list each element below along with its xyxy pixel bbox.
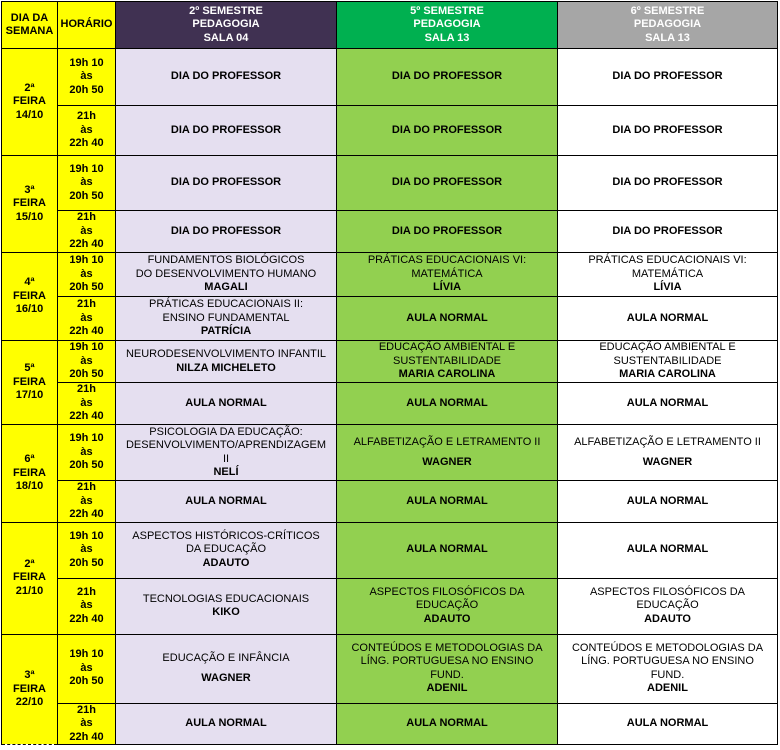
time-cell [58,341,116,383]
table-row [2,341,778,383]
course-label: PEDAGOGIA [633,18,702,31]
class-title: EDUCAÇÃO AMBIENTAL E [378,341,516,354]
spacer [560,449,775,456]
class-cell [337,297,558,341]
class-cell [558,156,778,211]
time-cell [58,703,116,745]
class-cell [337,106,558,156]
table-row [2,522,778,578]
spacer [339,449,555,456]
class-title: AULA NORMAL [185,717,267,729]
teacher-name: NILZA MICHELETO [176,361,276,374]
day-ordinal: 3ª [24,183,35,196]
spacer [118,665,334,672]
time-end: 20h 50 [69,556,104,569]
day-ordinal: 6ª [24,453,35,465]
day-weekday: FEIRA [13,197,46,210]
class-cell [337,481,558,523]
table-row [2,106,778,156]
day-weekday: FEIRA [13,571,46,584]
time-cell [58,106,116,156]
class-title: EDUCAÇÃO AMBIENTAL E [599,341,736,354]
class-title: DIA DO PROFESSOR [170,123,282,136]
day-date: 16/10 [15,303,44,316]
class-cell [116,634,337,703]
class-cell [116,383,337,425]
teacher-name: NELÍ [213,466,239,478]
class-title: MATEMÁTICA [411,267,483,280]
time-cell [58,522,116,578]
class-title: DO DESENVOLVIMENTO HUMANO [135,267,317,280]
teacher-name: PATRÍCIA [200,325,252,338]
time-start: 19h 10 [69,254,104,267]
class-cell [337,253,558,297]
class-title: DIA DO PROFESSOR [170,224,282,237]
class-title: EDUCAÇÃO [636,599,699,612]
header-time [58,2,116,49]
header-semester-6 [558,2,778,49]
class-title: PSICOLOGIA DA EDUCAÇÃO: [149,425,303,438]
class-cell [558,383,778,425]
class-cell [558,253,778,297]
class-title: CONTEÚDOS E METODOLOGIAS DA [351,641,543,654]
class-title: DIA DO PROFESSOR [612,123,723,136]
teacher-name: MAGALI [204,281,248,294]
class-cell [337,703,558,745]
class-title: FUND. [650,668,685,681]
course-label: PEDAGOGIA [413,18,481,31]
table-row [2,156,778,211]
day-ordinal: 2ª [24,557,35,570]
class-cell [337,211,558,253]
class-cell [558,578,778,634]
time-end: 20h 50 [69,368,104,381]
day-weekday: FEIRA [13,375,46,388]
time-start: 21h [77,481,96,493]
class-cell [558,106,778,156]
class-title: MATEMÁTICA [631,267,704,280]
class-cell [337,383,558,425]
time-start: 19h 10 [69,341,104,354]
time-cell [58,49,116,106]
class-title: EDUCAÇÃO E INFÂNCIA [162,651,290,664]
class-cell [337,578,558,634]
time-end: 22h 40 [69,137,104,150]
teacher-name: ADAUTO [423,612,471,625]
class-title: DIA DO PROFESSOR [170,70,282,83]
class-title: AULA NORMAL [406,717,488,729]
time-cell [58,297,116,341]
teacher-name: ADAUTO [202,556,250,569]
class-title: SUSTENTABILIDADE [613,354,722,367]
class-title: AULA NORMAL [406,494,488,507]
table-row [2,578,778,634]
class-cell [558,425,778,481]
time-cell [58,425,116,481]
day-cell [2,341,58,425]
day-weekday: FEIRA [13,289,46,302]
teacher-name: LÍVIA [432,281,462,294]
class-cell [116,297,337,341]
time-end: 22h 40 [69,325,104,338]
time-start: 19h 10 [69,432,104,445]
day-cell [2,253,58,341]
class-title: DIA DO PROFESSOR [612,176,723,189]
day-cell [2,156,58,253]
class-title: II [222,452,230,465]
class-cell [116,253,337,297]
time-start: 21h [77,211,96,224]
class-title: PRÁTICAS EDUCACIONAIS II: [148,298,304,311]
class-title: AULA NORMAL [626,494,709,507]
class-cell [337,634,558,703]
class-title: LÍNG. PORTUGUESA NO ENSINO [581,655,754,667]
class-cell [558,634,778,703]
class-cell [116,425,337,481]
class-cell [337,341,558,383]
semester-label: 2º SEMESTRE [189,4,263,17]
header-day [2,2,58,49]
day-cell [2,634,58,745]
class-cell [558,341,778,383]
teacher-name: ADAUTO [644,612,691,625]
table-row [2,425,778,481]
time-end: 20h 50 [69,675,104,688]
time-sep: às [80,717,93,729]
semester-label: 6º SEMESTRE [630,4,705,17]
time-end: 22h 40 [69,508,104,520]
class-title: ALFABETIZAÇÃO E LETRAMENTO II [574,435,761,448]
class-title: DIA DO PROFESSOR [391,70,503,83]
day-cell [2,522,58,634]
class-cell [558,522,778,578]
teacher-name: WAGNER [201,672,251,684]
class-title: NEURODESENVOLVIMENTO INFANTIL [125,348,327,360]
time-end: 22h 40 [69,612,104,625]
class-cell [116,703,337,745]
class-cell [337,156,558,211]
class-title: DIA DO PROFESSOR [391,123,503,136]
day-cell [2,425,58,523]
teacher-name: WAGNER [642,456,693,468]
table-row [2,481,778,523]
class-cell [558,703,778,745]
class-cell [116,522,337,578]
class-cell [558,49,778,106]
class-title: DA EDUCAÇÃO [185,543,267,556]
time-start: 21h [77,298,96,311]
class-title: ASPECTOS HISTÓRICOS-CRÍTICOS [132,529,320,542]
time-sep: às [80,70,93,83]
time-start: 21h [77,383,96,396]
class-title: SUSTENTABILIDADE [393,354,501,367]
day-date: 15/10 [15,210,44,223]
teacher-name: LÍVIA [653,281,682,294]
time-start: 21h [77,703,96,716]
class-cell [116,156,337,211]
teacher-name: KIKO [212,606,240,618]
day-date: 14/10 [15,108,44,121]
class-title: AULA NORMAL [626,396,709,409]
semester-label: 5º SEMESTRE [410,4,484,17]
class-title: DESENVOLVIMENTO/APRENDIZAGEM [125,439,327,451]
teacher-name: MARIA CAROLINA [619,368,716,381]
time-end: 20h 50 [69,189,104,202]
time-sep: às [80,494,93,507]
time-start: 21h [77,110,96,123]
day-weekday: FEIRA [13,466,46,479]
class-title: AULA NORMAL [626,543,709,556]
time-end: 20h 50 [69,83,104,96]
class-title: PRÁTICAS EDUCACIONAIS VI: [588,254,747,267]
class-title: AULA NORMAL [406,396,488,409]
class-title: DIA DO PROFESSOR [391,224,503,237]
day-ordinal: 5ª [24,362,35,375]
class-title: ASPECTOS FILOSÓFICOS DA [369,585,525,598]
table-row [2,297,778,341]
course-label: PEDAGOGIA [192,18,260,31]
class-title: DIA DO PROFESSOR [612,70,723,83]
class-cell [116,341,337,383]
time-start: 19h 10 [69,56,104,69]
table-row [2,703,778,745]
table-row [2,253,778,297]
time-end: 20h 50 [69,459,104,472]
day-weekday: FEIRA [13,95,46,108]
time-end: 22h 40 [69,238,104,251]
class-title: DIA DO PROFESSOR [612,224,723,237]
class-cell [558,211,778,253]
day-ordinal: 4ª [24,276,35,289]
room-label: SALA 13 [424,31,470,44]
class-title: LÍNG. PORTUGUESA NO ENSINO [360,655,534,667]
time-sep: às [80,599,93,612]
room-label: SALA 04 [203,31,249,44]
time-start: 19h 10 [69,648,104,661]
class-title: AULA NORMAL [185,396,267,409]
class-cell [558,297,778,341]
class-cell [116,578,337,634]
time-cell [58,481,116,523]
time-sep: às [80,543,93,556]
teacher-name: WAGNER [422,456,472,468]
class-title: TECNOLOGIAS EDUCACIONAIS [142,592,310,605]
day-ordinal: 2ª [24,81,35,94]
time-cell [58,634,116,703]
class-cell [116,106,337,156]
class-title: AULA NORMAL [406,311,488,324]
day-date: 18/10 [15,480,44,492]
class-title: CONTEÚDOS E METODOLOGIAS DA [571,641,764,654]
time-sep: às [80,267,93,280]
time-end: 20h 50 [69,281,104,294]
class-cell [558,481,778,523]
time-sep: às [80,354,93,367]
class-title: ALFABETIZAÇÃO E LETRAMENTO II [353,435,541,448]
class-cell [337,425,558,481]
class-title: DIA DO PROFESSOR [170,176,282,189]
teacher-name: MARIA CAROLINA [398,368,496,381]
class-title: AULA NORMAL [185,494,267,507]
day-date: 22/10 [15,696,44,708]
class-title: AULA NORMAL [406,543,488,556]
day-date: 21/10 [15,584,44,597]
class-title: AULA NORMAL [626,717,709,729]
class-title: EDUCAÇÃO [415,599,479,612]
day-cell [2,49,58,156]
header-row [2,2,778,49]
time-cell [58,383,116,425]
class-cell [116,211,337,253]
table-row [2,211,778,253]
time-sep: às [80,445,93,458]
time-start: 19h 10 [69,162,104,175]
time-end: 22h 40 [69,410,104,423]
class-title: FUND. [430,668,464,681]
time-end: 22h 40 [69,730,104,743]
class-title: ENSINO FUNDAMENTAL [162,311,290,324]
room-label: SALA 13 [645,31,690,44]
class-title: AULA NORMAL [626,311,709,324]
time-sep: às [80,176,93,189]
class-title: PRÁTICAS EDUCACIONAIS VI: [367,254,527,267]
table-row [2,49,778,106]
time-start: 19h 10 [69,529,104,542]
header-semester-5 [337,2,558,49]
time-sep: às [80,311,93,324]
class-cell [337,49,558,106]
class-title: DIA DO PROFESSOR [391,176,503,189]
teacher-name: ADENIL [426,682,468,694]
day-ordinal: 3ª [24,669,35,681]
time-start: 21h [77,585,96,598]
time-cell [58,211,116,253]
table-row [2,383,778,425]
class-title: ASPECTOS FILOSÓFICOS DA [589,585,746,598]
time-sep: às [80,396,93,409]
class-cell [116,49,337,106]
header-semester-2 [116,2,337,49]
time-sep: às [80,661,93,674]
header-day-label: DIA DA SEMANA [5,11,54,37]
schedule-table [1,1,778,745]
time-cell [58,578,116,634]
class-cell [116,481,337,523]
day-date: 17/10 [15,389,44,402]
header-time-label: HORÁRIO [60,18,113,31]
teacher-name: ADENIL [647,682,688,694]
time-sep: às [80,224,93,237]
class-cell [337,522,558,578]
time-cell [58,253,116,297]
time-cell [58,156,116,211]
class-title: FUNDAMENTOS BIOLÓGICOS [147,254,305,267]
table-row [2,634,778,703]
day-weekday: FEIRA [13,682,46,695]
time-sep: às [80,123,93,136]
